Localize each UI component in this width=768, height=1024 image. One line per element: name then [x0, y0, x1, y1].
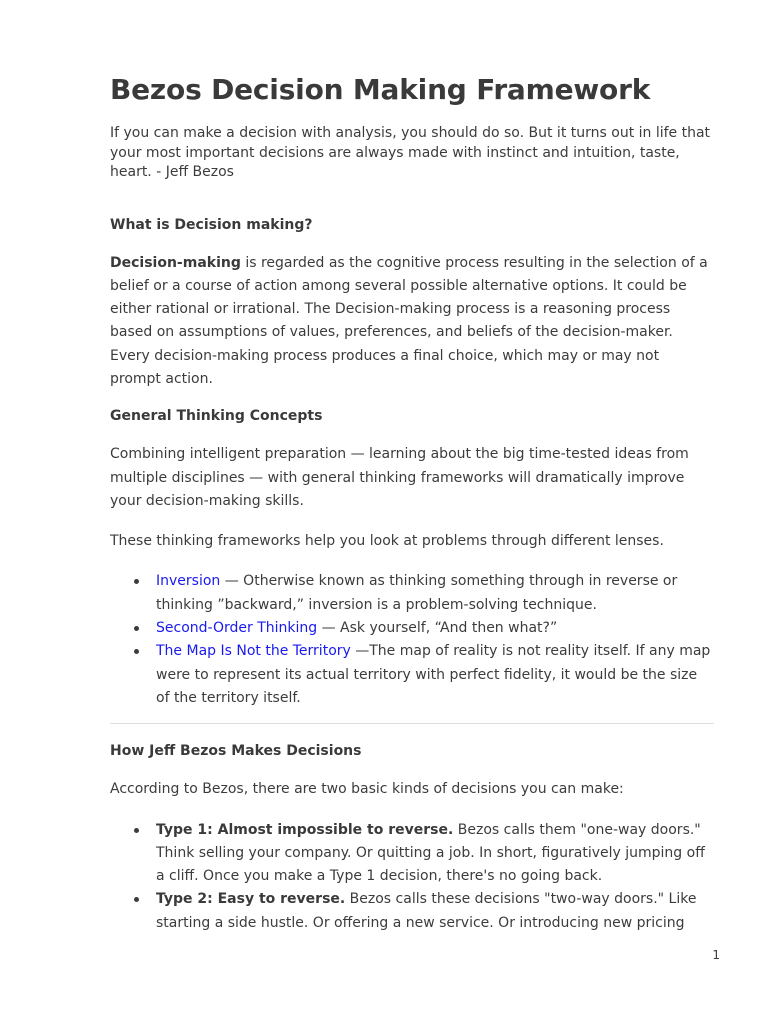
decision-types-list [110, 819, 714, 935]
heading-what-is-decision-making: What is Decision making? [110, 216, 313, 233]
decision-making-paragraph [110, 252, 714, 392]
type-1-term: Type 1: Almost impossible to reverse. [156, 821, 454, 838]
list-item-inversion [156, 570, 714, 617]
heading-general-thinking-concepts: General Thinking Concepts [110, 408, 323, 425]
decision-making-body: is regarded as the cognitive process resulting in the selection of a belief or a course of action among several possible alternative options. It could be either rational or irrational. The Decision-making process is a reasoning process based on assumptions of values, preferences, and beliefs of the decision-maker. Every decision-making process produces a final choice, which may or may not prompt action. [110, 254, 708, 387]
page-content [110, 70, 714, 935]
map-territory-link[interactable]: The Map Is Not the Territory [156, 643, 351, 660]
list-item-text: — Ask yourself, “And then what?” [317, 620, 558, 637]
list-item-type-2 [156, 888, 714, 935]
page-title: Bezos Decision Making Framework [110, 73, 651, 106]
list-item-second-order-thinking [156, 617, 714, 640]
thinking-frameworks-list [110, 570, 714, 710]
list-item-type-1 [156, 819, 714, 889]
section-divider [110, 723, 714, 724]
bezos-quote: If you can make a decision with analysis, you should do so. But it turns out in life that your most important decisions are always made with instinct and intuition, taste, heart. - Jeff Bezos [110, 125, 711, 180]
inversion-link[interactable]: Inversion [156, 573, 221, 590]
second-order-thinking-link[interactable]: Second-Order Thinking [156, 620, 318, 637]
list-item-text: — Otherwise known as thinking something through in reverse or thinking ”backward,” inversion is a problem-solving technique. [156, 573, 678, 613]
list-item-text: —The map of reality is not reality itself. If any map were to represent its actual territory with perfect fidelity, it would be the size of the territory itself. [156, 643, 711, 706]
list-item-text: Bezos calls these decisions "two-way doors." Like starting a side hustle. Or offering a new service. Or introducing new pricing [156, 891, 697, 931]
thinking-concepts-paragraph-1: Combining intelligent preparation — learning about the big time-tested ideas from multiple disciplines — with general thinking frameworks will dramatically improve your decision-making skills. [110, 446, 689, 509]
list-item-text: Bezos calls them "one-way doors." Think selling your company. Or quitting a job. In short, figuratively jumping off a cliff. Once you make a Type 1 decision, there's no going back. [156, 821, 705, 885]
thinking-concepts-paragraph-2: These thinking frameworks help you look at problems through different lenses. [110, 533, 664, 550]
type-2-term: Type 2: Easy to reverse. [156, 891, 346, 908]
decision-making-term: Decision-making [110, 254, 241, 271]
list-item-map-territory [156, 640, 714, 710]
bezos-decisions-intro: According to Bezos, there are two basic kinds of decisions you can make: [110, 781, 624, 798]
heading-how-bezos-decides: How Jeff Bezos Makes Decisions [110, 743, 362, 760]
page-number: 1 [712, 948, 720, 962]
